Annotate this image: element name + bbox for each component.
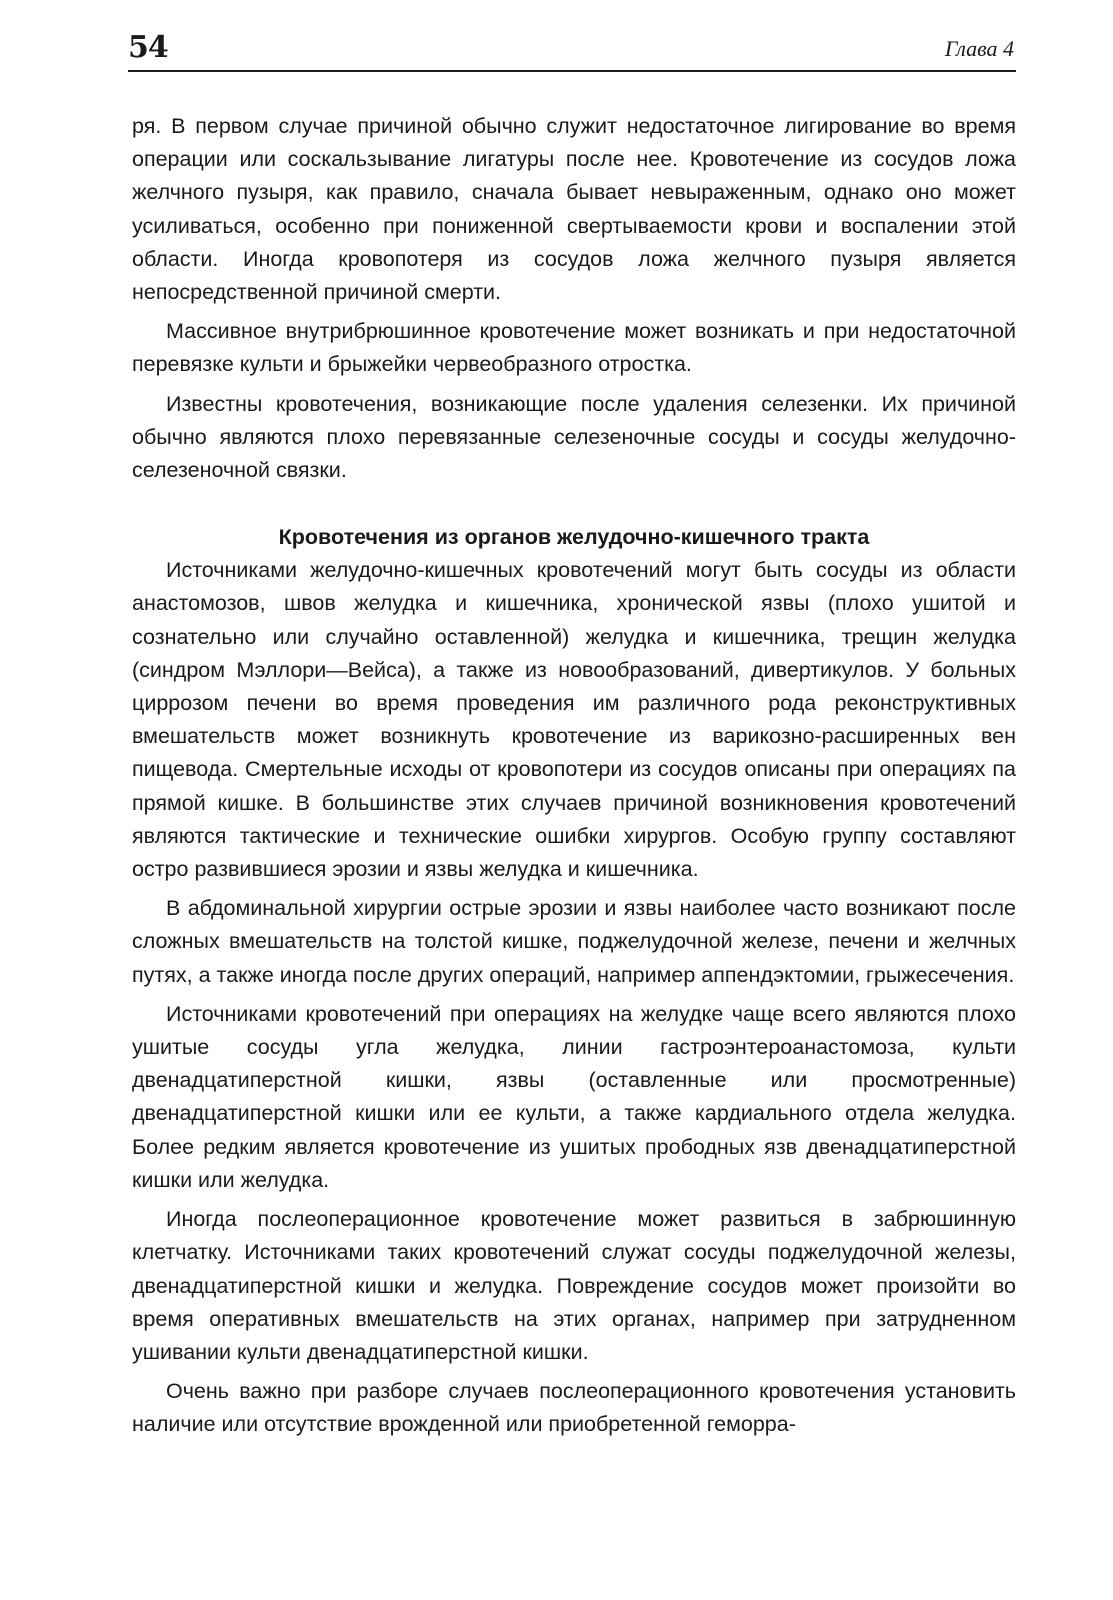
paragraph: Известны кровотечения, возникающие после удаления селезенки. Их причиной обычно являются плохо перевязанные селезеночные сосуды и сосуды желудочно-селезеночной связки.: [132, 391, 1016, 483]
paragraph-continuation: ря. В первом случае причиной обычно служит недостаточное лигирование во время операции или соскальзывание лигатуры после нее. Кровотечение из сосудов ложа желчного пузыря, как правило, сначала бывает невыраженным, однако оно может усиливаться, особенно при пониженной свертываемости крови и воспалении этой области. Иногда кровопотеря из сосудов ложа желчного пузыря является непосредственной причиной смерти.: [132, 114, 1016, 305]
running-header: [128, 26, 1016, 72]
paragraph: Иногда послеоперационное кровотечение может развиться в забрюшинную клетчатку. Источниками таких кровотечений служат сосуды поджелудочной железы, двенадцатиперстной кишки и желудка. Повреждение сосудов может произойти во время оперативных вмешательств на этих органах, например при затрудненном ушивании культи двенадцатиперстной кишки.: [132, 1207, 1016, 1364]
chapter-label: Глава 4: [944, 36, 1014, 61]
paragraph: Источниками кровотечений при операциях на желудке чаще всего являются плохо ушитые сосуды угла желудка, линии гастроэнтероанастомоза, культи двенадцатиперстной кишки, язвы (оставленные или просмотренные) двенадцатиперстной кишки или ее культи, а также кардиального отдела желудка. Более редким является кровотечение из ушитых прободных язв двенадцатиперстной кишки или желудка.: [132, 1001, 1016, 1192]
paragraph: Массивное внутрибрюшинное кровотечение может возникать и при недостаточной перевязке культи и брыжейки червеобразного отростка.: [132, 319, 1016, 377]
paragraph-continued: Очень важно при разборе случаев послеоперационного кровотечения установить наличие или отсутствие врожденной или приобретенной геморра-: [132, 1379, 1016, 1437]
page-body: [132, 110, 1016, 1442]
page-number: 54: [128, 30, 168, 65]
paragraph: В абдоминальной хирургии острые эрозии и язвы наиболее часто возникают после сложных вмешательств на толстой кишке, поджелудочной железе, печени и желчных путях, а также иногда после других операций, например аппендэктомии, грыжесечения.: [132, 896, 1016, 987]
paragraph: Источниками желудочно-кишечных кровотечений могут быть сосуды из области анастомозов, швов желудка и кишечника, хронической язвы (плохо ушитой и сознательно или случайно оставленной) желудка и кишечника, трещин желудка (синдром Мэллори—Вейса), а также из новообразований, дивертикулов. У больных циррозом печени во время проведения им различного рода реконструктивных вмешательств может возникнуть кровотечение из варикозно-расширенных вен пищевода. Смертельные исходы от кровопотери из сосудов описаны при операциях па прямой кишке. В большинстве этих случаев причиной возникновения кровотечений являются тактические и технические ошибки хирургов. Особую группу составляют остро развившиеся эрозии и язвы желудка и кишечника.: [132, 558, 1016, 882]
section-heading: Кровотечения из органов желудочно-кишечного тракта: [278, 525, 870, 550]
